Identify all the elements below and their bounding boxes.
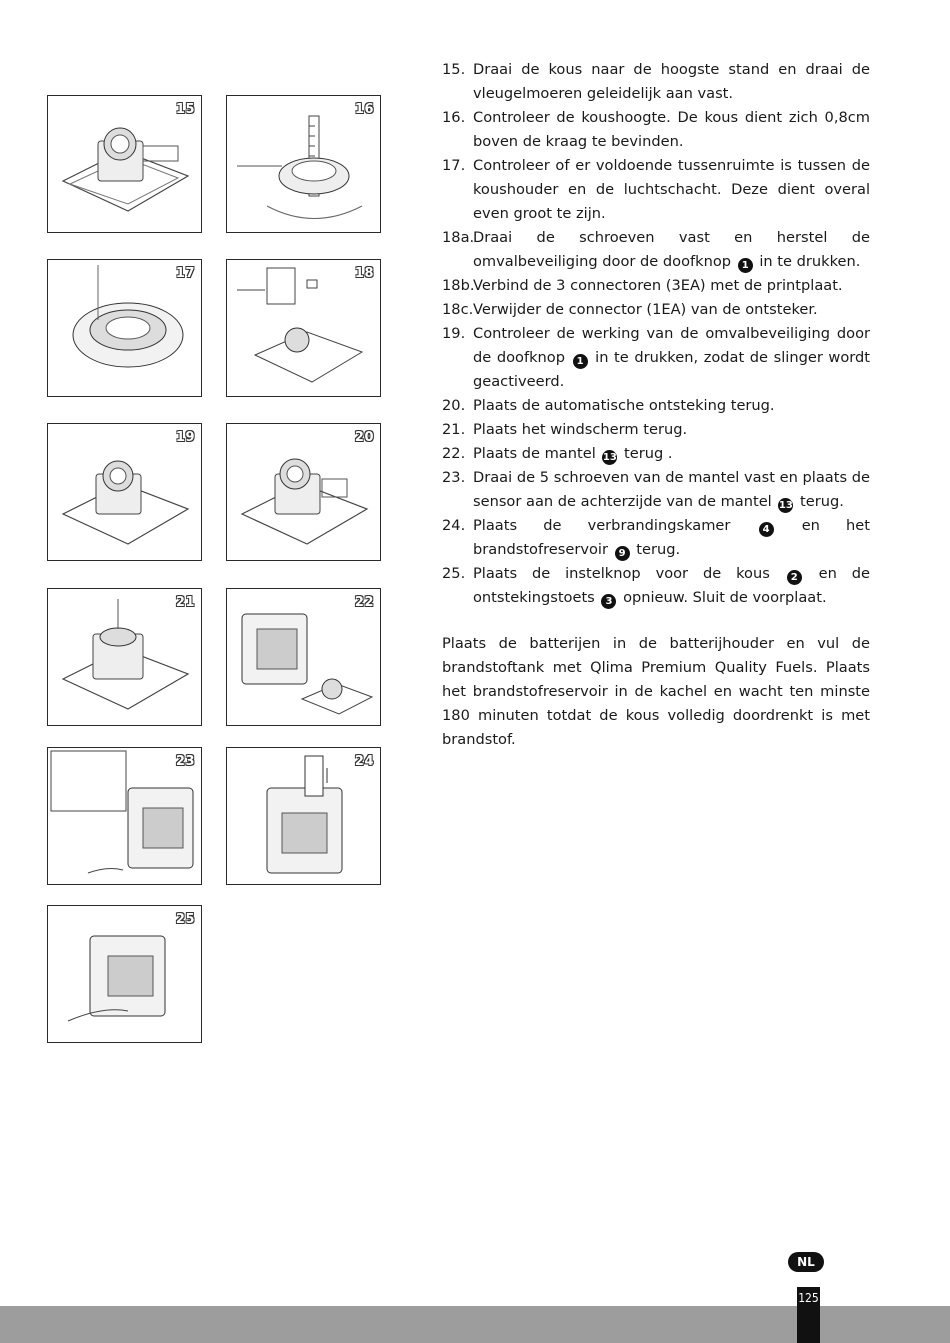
step-18a: [442, 226, 870, 274]
step-20: [442, 394, 870, 418]
step-number: 21.: [442, 421, 466, 438]
part-reference-badge: 13: [602, 452, 617, 463]
figure-25: [47, 905, 202, 1043]
figure-number: 18: [354, 266, 374, 281]
text-part: in te drukken.: [759, 253, 861, 270]
language-badge: NL: [788, 1252, 824, 1272]
step-15: [442, 58, 870, 106]
figure-number: 22: [354, 595, 374, 610]
step-19: [442, 322, 870, 394]
step-number: 18a.: [442, 229, 475, 246]
step-24: [442, 514, 870, 562]
step-number: 17.: [442, 157, 466, 174]
step-text: [473, 562, 870, 610]
text-part: Plaats de mantel: [473, 445, 596, 462]
text-part: en de ontstekingstoets: [473, 565, 871, 606]
step-number: 20.: [442, 397, 466, 414]
step-text: Plaats de automatische ontsteking terug.: [473, 397, 775, 414]
step-number: 18b.: [442, 277, 475, 294]
figure-18: [226, 259, 381, 397]
text-part: Draai de 5 schroeven van de mantel vast en plaats de sensor aan de achterzijde van de mantel: [473, 469, 870, 510]
step-25: [442, 562, 870, 610]
part-reference-badge: 2: [787, 570, 802, 585]
part-reference-badge: 1: [573, 354, 588, 369]
step-text: Verbind de 3 connectoren (3EA) met de printplaat.: [473, 277, 843, 294]
step-21: [442, 418, 870, 442]
text-part: Draai de schroeven vast en herstel de omvalbeveiliging door de doofknop: [473, 229, 870, 270]
step-text: Plaats het windscherm terug.: [473, 421, 688, 438]
part-reference-badge: 9: [615, 546, 630, 561]
figure-24: [226, 747, 381, 885]
figure-number: 25: [175, 912, 195, 927]
step-16: [442, 106, 870, 154]
figure-number: 17: [175, 266, 195, 281]
figure-17: [47, 259, 202, 397]
step-number: 19.: [442, 325, 466, 342]
figure-number: 19: [175, 430, 195, 445]
text-part: Controleer de werking van de omvalbeveiliging door de doofknop: [473, 325, 870, 366]
page-number: 125: [797, 1287, 820, 1343]
text-part: in te drukken, zodat de slinger wordt geactiveerd.: [473, 349, 870, 390]
figure-number: 24: [354, 754, 374, 769]
figure-16: [226, 95, 381, 233]
figure-20: [226, 423, 381, 561]
figure-number: 21: [175, 595, 195, 610]
step-23: [442, 466, 870, 514]
figure-number: 15: [175, 102, 195, 117]
figure-21: [47, 588, 202, 726]
figure-22: [226, 588, 381, 726]
step-22: [442, 442, 870, 466]
step-text: [473, 514, 870, 562]
step-18b: [442, 274, 870, 298]
text-part: terug .: [624, 445, 673, 462]
text-part: opnieuw. Sluit de voorplaat.: [623, 589, 827, 606]
figure-19: [47, 423, 202, 561]
part-reference-badge: 3: [601, 594, 616, 609]
step-text: Controleer of er voldoende tussenruimte is tussen de koushouder en de luchtschacht. Deze dient overal even groot te zijn.: [473, 157, 870, 222]
text-part: terug.: [800, 493, 844, 510]
step-text: [473, 322, 870, 394]
text-part: terug.: [636, 541, 681, 558]
step-number: 25.: [442, 565, 466, 582]
part-reference-badge: 13: [778, 500, 793, 511]
figure-number: 23: [175, 754, 195, 769]
part-reference-badge: 4: [759, 522, 774, 537]
instruction-list: [442, 58, 870, 610]
part-reference-badge: 1: [738, 258, 753, 273]
step-18c: [442, 298, 870, 322]
step-text: Controleer de koushoogte. De kous dient zich 0,8cm boven de kraag te bevinden.: [473, 109, 870, 150]
step-number: 15.: [442, 61, 466, 78]
text-part: Plaats de instelknop voor de kous: [473, 565, 770, 582]
figure-number: 20: [354, 430, 374, 445]
text-part: en het brandstofreservoir: [473, 517, 870, 558]
step-number: 16.: [442, 109, 466, 126]
battery-fuel-paragraph: Plaats de batterijen in de batterijhouder en vul de brandstoftank met Qlima Premium Quality Fuels. Plaats het brandstofreservoir in de kachel en wacht ten minste 180 minuten totdat de kous volledig doordrenkt is met brandstof.: [442, 635, 870, 748]
step-number: 22.: [442, 445, 466, 462]
step-number: 24.: [442, 517, 466, 534]
step-number: 23.: [442, 469, 466, 486]
step-text: [473, 466, 870, 514]
step-text: [473, 226, 870, 274]
step-17: [442, 154, 870, 226]
figure-number: 16: [354, 102, 374, 117]
step-text: Draai de kous naar de hoogste stand en draai de vleugelmoeren geleidelijk aan vast.: [473, 61, 870, 102]
text-part: Plaats de verbrandingskamer: [473, 517, 731, 534]
step-text: Verwijder de connector (1EA) van de ontsteker.: [473, 301, 818, 318]
figure-15: [47, 95, 202, 233]
figure-23: [47, 747, 202, 885]
step-number: 18c.: [442, 301, 474, 318]
step-text: [473, 442, 870, 466]
